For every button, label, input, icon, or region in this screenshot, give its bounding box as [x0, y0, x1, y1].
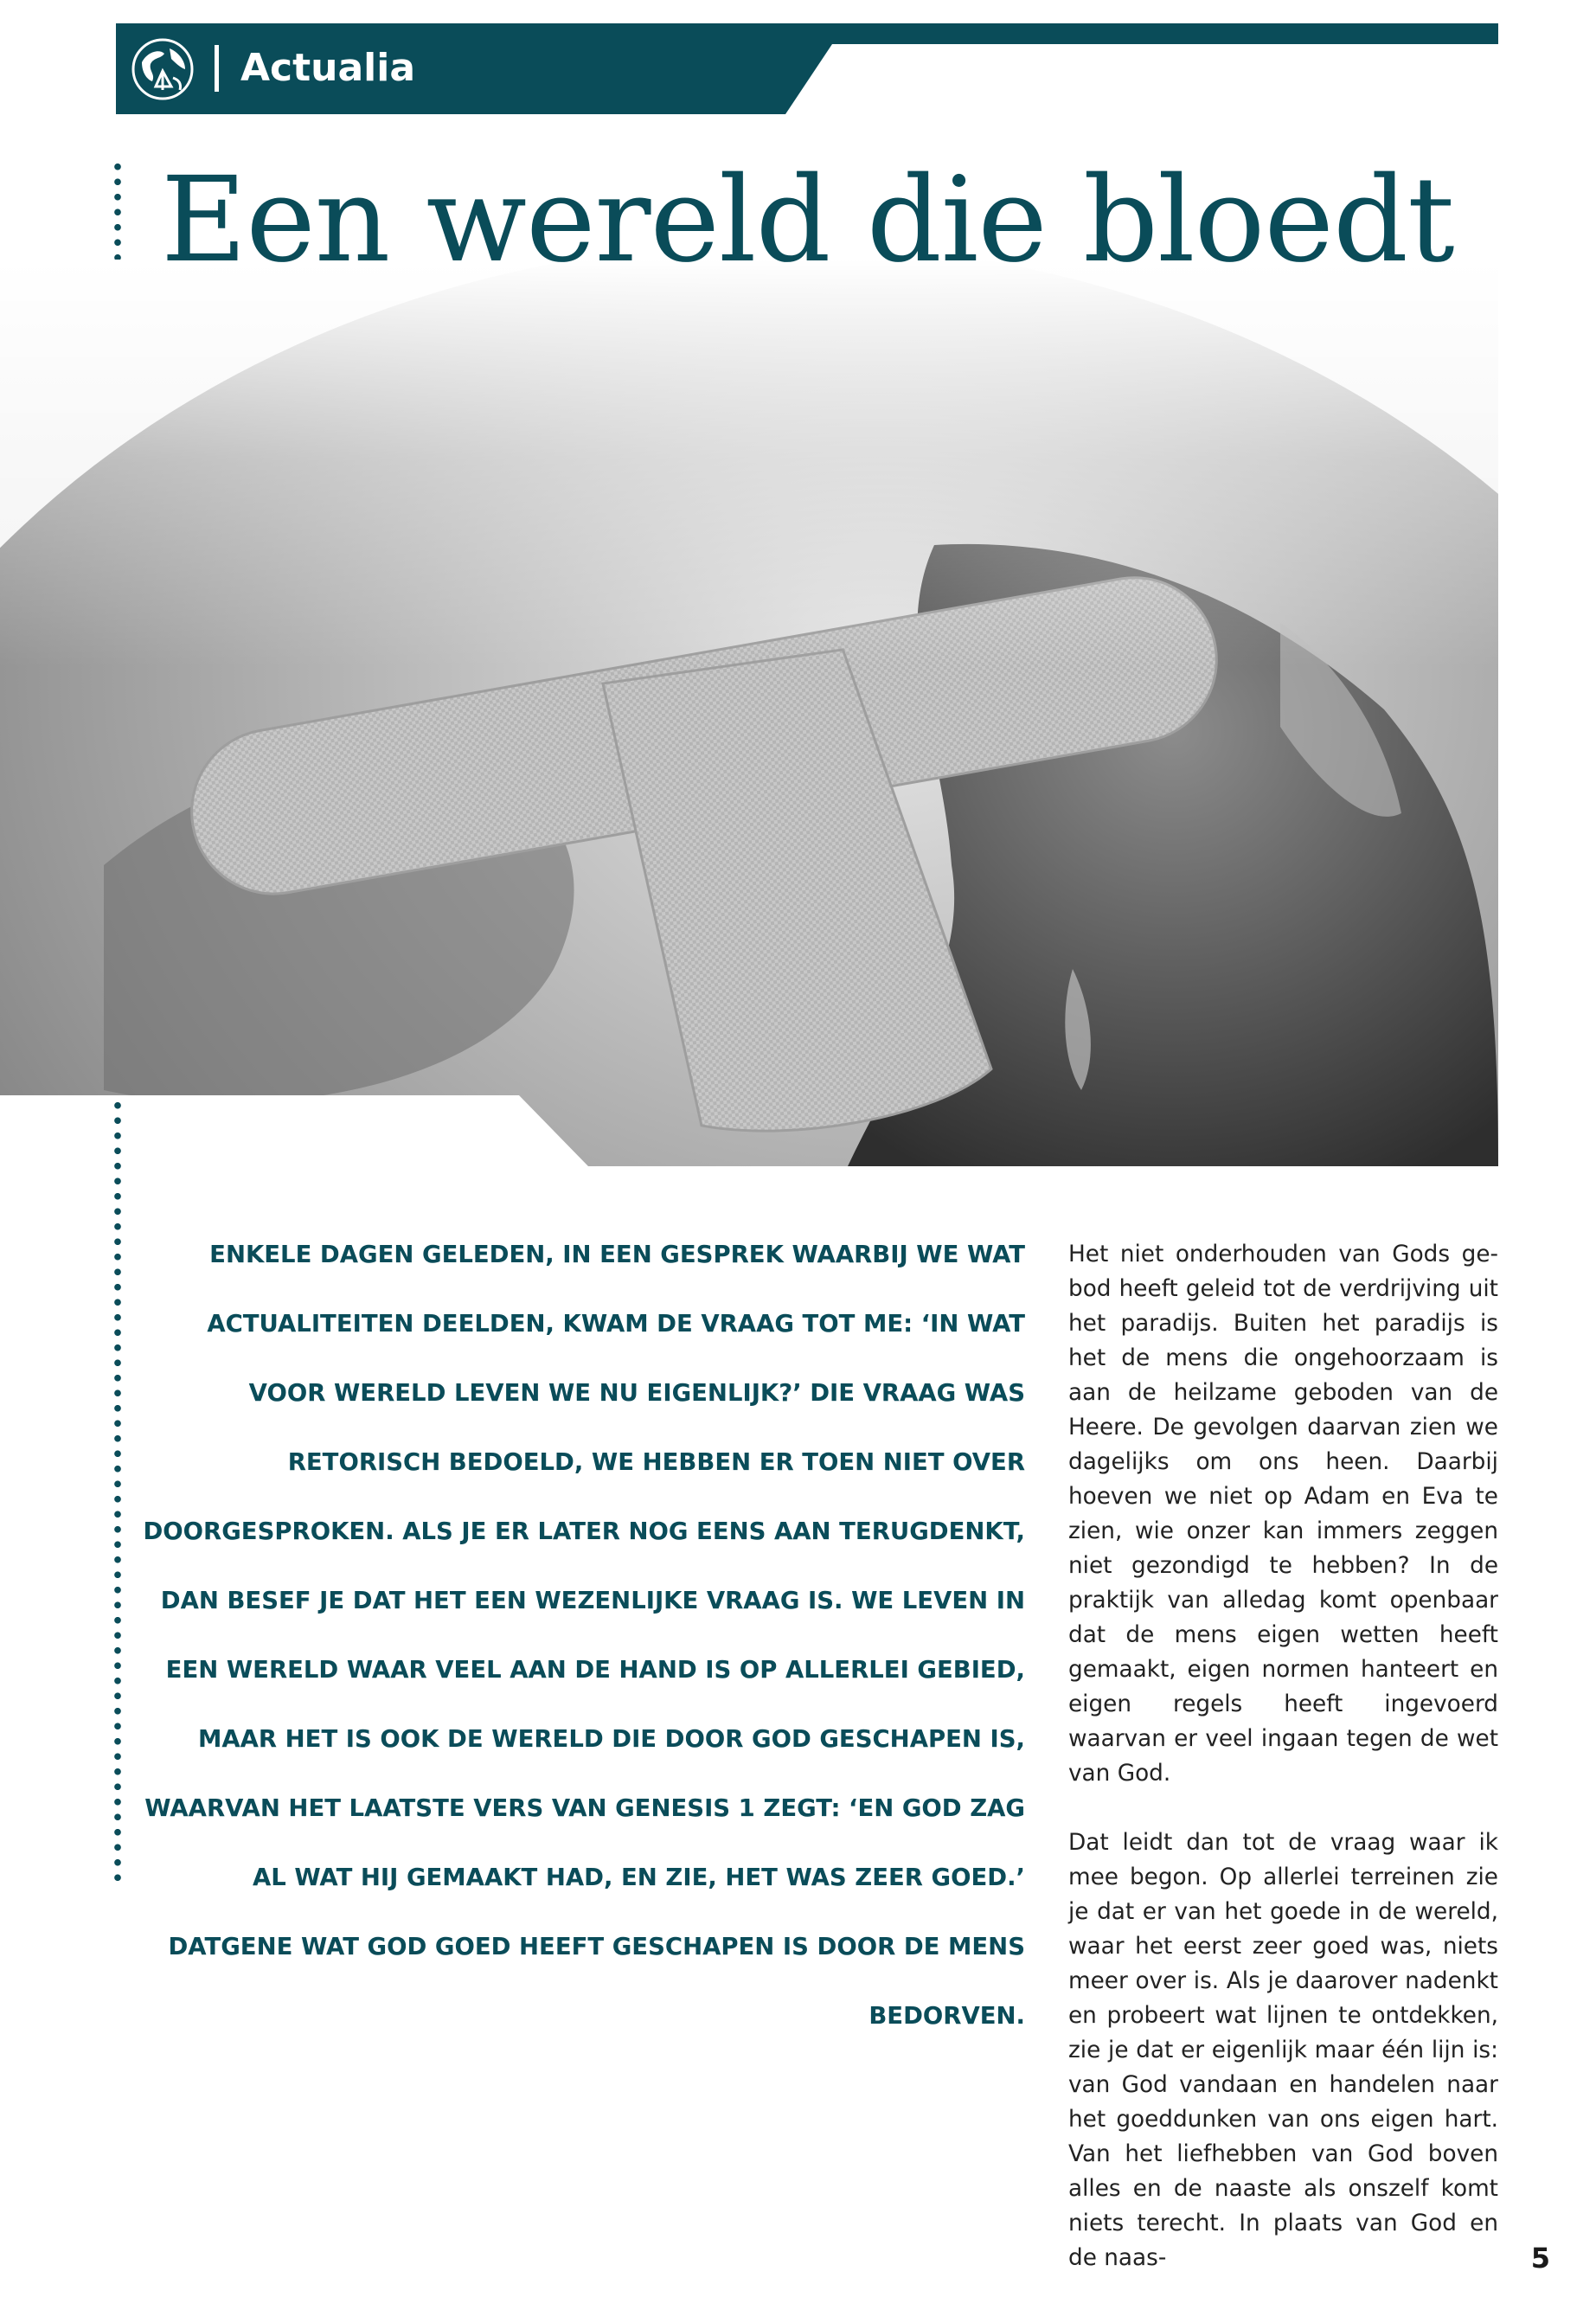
- section-title: Actualia: [240, 46, 416, 90]
- page-number: 5: [1530, 2242, 1550, 2275]
- globe-bible-icon: [130, 36, 195, 102]
- body-column: [1068, 1237, 1498, 2310]
- article-title: Een wereld die bloedt: [161, 152, 1454, 289]
- globe-with-bandage-photo: [0, 260, 1498, 1166]
- body-paragraph-2: Dat leidt dan tot de vraag waar ik mee begon. Op allerlei terreinen zie je dat er van het goede in de wereld, waar het eerst zeer goed was, niets meer over is. Als je daarover nadenkt en probeert wat lijnen te ontdekken, zie je dat er eigenlijk maar één lijn is: van God vandaan en handelen naar het goeddunken van ons eigen hart. Van het liefhebben van God boven alles en de naaste als onszelf komt niets terecht. In plaats van God en de naas-: [1068, 1830, 1498, 2271]
- lead-paragraph: ENKELE DAGEN GELEDEN, IN EEN GESPREK WAARBIJ WE WAT ACTUALITEITEN DEELDEN, KWAM DE VRAAG TOT ME: ‘IN WAT VOOR WERELD LEVEN WE NU EIGENLIJK?’ DIE VRAAG WAS RETORISCH BEDOELD, WE HEBBEN ER TOEN NIET OVER DOORGESPROKEN. ALS JE ER LATER NOG EENS AAN TERUGDENKT, DAN BESEF JE DAT HET EEN WEZENLIJKE VRAAG IS. WE LEVEN IN EEN WERELD WAAR VEEL AAN DE HAND IS OP ALLERLEI GEBIED, MAAR HET IS OOK DE WERELD DIE DOOR GOD GESCHAPEN IS, WAARVAN HET LAATSTE VERS VAN GENESIS 1 ZEGT: ‘EN GOD ZAG AL WAT HIJ GEMAAKT HAD, EN ZIE, HET WAS ZEER GOED.’ DATGENE WAT GOD GOED HEEFT GESCHAPEN IS DOOR DE MENS BEDORVEN.: [143, 1241, 1025, 2030]
- body-paragraph-1: Het niet onderhouden van Gods gebod heeft geleid tot de verdrijving uit het paradijs. Buiten het paradijs is het de mens die ongehoorzaam is aan de heilzame geboden van de Heere. De gevolgen daarvan zien we dagelijks om ons heen. Daarbij hoeven we niet op Adam en Eva te zien, wie onzer kan immers zeggen niet gezondigd te hebben? In de praktijk van alledag komt openbaar dat de mens eigen wetten heeft gemaakt, eigen normen hanteert en eigen regels heeft ingevoerd waarvan er veel ingaan tegen de wet van God.: [1068, 1242, 1498, 1787]
- header-separator: [215, 45, 219, 92]
